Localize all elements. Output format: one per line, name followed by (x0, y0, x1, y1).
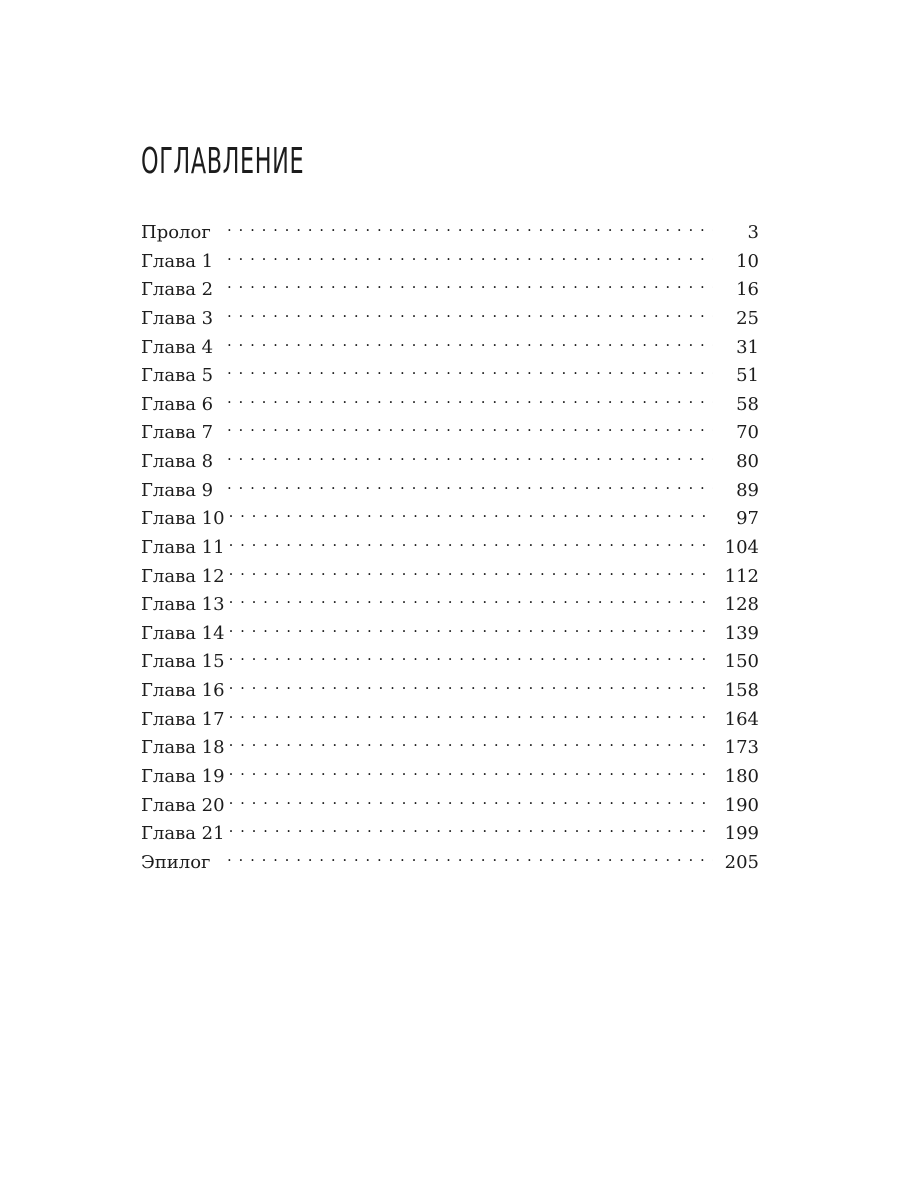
toc-entry-label: Глава 16 (141, 680, 225, 701)
toc-entry[interactable] (141, 760, 759, 789)
toc-entry[interactable] (141, 273, 759, 302)
toc-entry[interactable] (141, 617, 759, 646)
toc-entry[interactable] (141, 388, 759, 417)
toc-entry-label: Глава 3 (141, 307, 214, 329)
toc-entry-page: 25 (736, 307, 759, 329)
toc-entry[interactable] (141, 502, 759, 531)
toc-entry-page: 97 (736, 508, 759, 530)
toc-entry-label: Глава 2 (141, 279, 214, 301)
toc-entry-page: 180 (724, 765, 759, 787)
dot-leader (229, 588, 713, 610)
table-of-contents (141, 216, 759, 874)
toc-entry[interactable] (141, 817, 759, 846)
toc-entry-label: Глава 4 (141, 336, 214, 358)
dot-leader (229, 760, 713, 782)
toc-entry-page: 173 (724, 737, 759, 759)
dot-leader (229, 674, 713, 696)
toc-entry-label: Глава 19 (141, 765, 225, 787)
dot-leader (227, 846, 713, 868)
toc-entry-page: 150 (724, 651, 759, 673)
toc-entry-label: Глава 20 (141, 794, 225, 816)
toc-entry[interactable] (141, 731, 759, 760)
toc-entry-page: 10 (736, 250, 759, 272)
dot-leader (227, 302, 713, 324)
toc-entry[interactable] (141, 645, 759, 674)
toc-entry-page: 31 (736, 336, 759, 358)
dot-leader (229, 703, 713, 725)
toc-entry-label: Глава 10 (141, 508, 225, 530)
dot-leader (229, 817, 713, 839)
dot-leader (227, 359, 713, 381)
toc-entry-page: 89 (736, 479, 759, 501)
toc-entry[interactable] (141, 331, 759, 360)
toc-entry-label: Глава 7 (141, 422, 214, 444)
dot-leader (227, 273, 713, 295)
dot-leader (229, 560, 713, 582)
dot-leader (229, 731, 713, 753)
toc-entry-label: Глава 1 (141, 250, 214, 272)
dot-leader (229, 645, 713, 667)
page-title: ОГЛАВЛЕНИЕ (141, 141, 305, 182)
dot-leader (227, 474, 713, 496)
toc-entry[interactable] (141, 416, 759, 445)
toc-entry-page: 51 (736, 365, 759, 387)
toc-entry-page: 164 (724, 708, 759, 730)
toc-entry-page: 104 (724, 536, 759, 558)
dot-leader (229, 502, 713, 524)
dot-leader (227, 416, 713, 438)
toc-entry-label: Глава 5 (141, 365, 214, 387)
toc-entry-page: 139 (724, 622, 759, 644)
toc-entry[interactable] (141, 359, 759, 388)
toc-entry-page: 199 (724, 823, 759, 845)
dot-leader (227, 331, 713, 353)
toc-entry-label: Пролог (141, 222, 211, 243)
toc-entry-page: 80 (736, 451, 759, 472)
toc-entry-label: Глава 13 (141, 594, 225, 616)
dot-leader (229, 531, 713, 553)
toc-entry-page: 158 (724, 680, 759, 701)
dot-leader (227, 445, 713, 467)
toc-entry[interactable] (141, 445, 759, 474)
toc-entry-page: 128 (724, 594, 759, 616)
toc-entry-page: 205 (724, 851, 759, 873)
toc-entry-page: 3 (747, 222, 759, 243)
dot-leader (229, 617, 713, 639)
toc-entry[interactable] (141, 674, 759, 703)
toc-entry-label: Глава 15 (141, 651, 225, 673)
toc-entry-label: Глава 8 (141, 451, 214, 472)
toc-entry-label: Глава 18 (141, 737, 225, 759)
toc-entry[interactable] (141, 302, 759, 331)
toc-entry[interactable] (141, 560, 759, 589)
toc-entry[interactable] (141, 588, 759, 617)
toc-entry[interactable] (141, 245, 759, 274)
dot-leader (229, 789, 713, 811)
toc-entry-label: Глава 9 (141, 479, 214, 501)
toc-entry-page: 16 (736, 279, 759, 301)
toc-entry-label: Глава 6 (141, 393, 214, 415)
toc-entry-page: 190 (724, 794, 759, 816)
toc-entry-page: 112 (724, 565, 759, 587)
toc-entry-page: 70 (736, 422, 759, 444)
toc-entry[interactable] (141, 789, 759, 818)
toc-entry-label: Глава 12 (141, 565, 225, 587)
toc-entry-label: Глава 17 (141, 708, 225, 730)
toc-entry-label: Глава 11 (141, 536, 225, 558)
toc-entry[interactable] (141, 531, 759, 560)
toc-entry[interactable] (141, 846, 759, 875)
dot-leader (227, 216, 713, 238)
toc-entry-label: Глава 21 (141, 823, 225, 845)
toc-entry-label: Глава 14 (141, 622, 225, 644)
dot-leader (227, 245, 713, 267)
dot-leader (227, 388, 713, 410)
toc-entry[interactable] (141, 216, 759, 245)
toc-entry-page: 58 (736, 393, 759, 415)
toc-entry[interactable] (141, 474, 759, 503)
toc-entry[interactable] (141, 703, 759, 732)
toc-entry-label: Эпилог (141, 851, 211, 873)
